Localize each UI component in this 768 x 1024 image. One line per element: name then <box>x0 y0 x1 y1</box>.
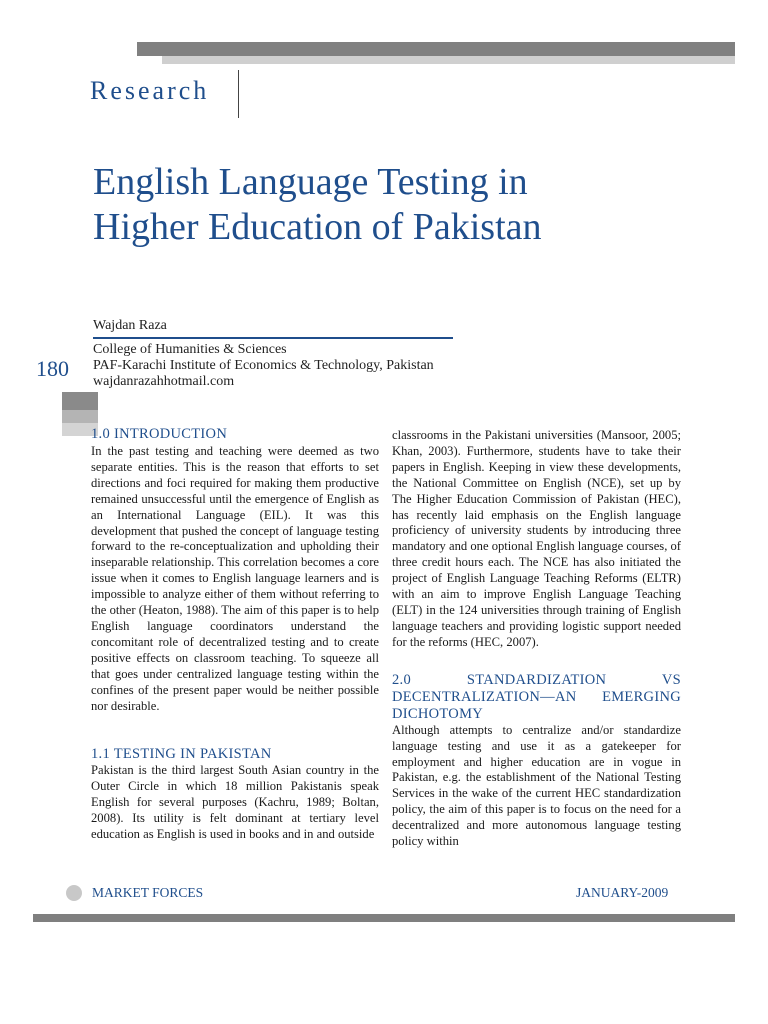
affiliation-college: College of Humanities & Sciences <box>93 342 287 357</box>
header-divider <box>238 70 239 118</box>
affiliation-institute: PAF-Karachi Institute of Economics & Technology, Pakistan <box>93 358 434 373</box>
footer-date: JANUARY-2009 <box>576 885 669 900</box>
article-title <box>93 160 733 250</box>
decor-square-dark <box>62 392 98 410</box>
author-divider <box>93 337 453 339</box>
heading-standardization: 2.0 STANDARDIZATION VS DECENTRALIZATION—AN EMERGING DICHOTOMY <box>392 671 681 722</box>
decor-square-mid <box>62 410 98 423</box>
footer-dot <box>66 885 82 901</box>
intro-paragraph: In the past testing and teaching were deemed as two separate entities. This is the reason that efforts to set directions and foci required for making them productive remained unsuccessful until the emergence of English as an International Language (EIL). It was this development that pushed the concept of language testing forward to the re-conceptualization and upholding their inseparable relationship. This correlation becomes a core issue when it comes to English language learners and is impossible to analyze either of them without referring to the other (Heaton, 1988). The aim of this paper is to help English language coordinators understand the concomitant role of decentralized testing and to create positive effects on classroom teaching. To squeeze all that goes under centralized language testing within the confines of the present paper would be neither possible nor desirable. <box>91 444 379 713</box>
column-right <box>392 428 681 850</box>
title-line-1: English Language Testing in <box>93 161 528 203</box>
title-line-2: Higher Education of Pakistan <box>93 206 542 248</box>
heading-testing-in-pakistan: 1.1 TESTING IN PAKISTAN <box>91 746 272 763</box>
section-label: Research <box>90 76 210 105</box>
author-affiliation <box>93 342 513 390</box>
standardization-paragraph: Although attempts to centralize and/or standardize language testing and use it as a gatekeeper for employment and higher education are in vogue in Pakistan, e.g. the establishment of the National Testing Services in the wake of the current HEC standardization policy, the aim of this paper is to focus on the need for a decentralized and more autonomous language testing policy within <box>392 722 681 849</box>
page-number: 180 <box>36 356 69 381</box>
column-left <box>91 426 379 843</box>
testing-paragraph: Pakistan is the third largest South Asian country in the Outer Circle in which 18 million Pakistanis speak English for several purposes (Kachru, 1989; Boltan, 2008). Its utility is felt dominant at tertiary level education as English is used in books and in and outside <box>91 763 379 842</box>
footer-publication: MARKET FORCES <box>92 885 204 900</box>
continuation-paragraph: classrooms in the Pakistani universities (Mansoor, 2005; Khan, 2003). Furthermore, students have to take their papers in English. Keeping in view these developments, the National Committee on English (NCE), set up by The Higher Education Commission of Pakistan (HEC), has recently laid emphasis on the English language proficiency of university students by introducing three mandatory and one optional English language courses, of three credit hours each. The NCE has also initiated the project of English Language Teaching Reforms (ELTR) with an aim to improve English Language Teaching (ELT) in the 124 universities through training of English language teachers and providing logistic support needed for the reforms (HEC, 2007). <box>392 428 681 649</box>
heading-introduction: 1.0 INTRODUCTION <box>91 426 228 442</box>
header-bar-dark <box>137 42 735 56</box>
author-name: Wajdan Raza <box>93 318 167 333</box>
author-email: wajdanrazahhotmail.com <box>93 374 235 389</box>
footer-bar <box>33 914 735 922</box>
header-bar-light <box>162 56 735 64</box>
